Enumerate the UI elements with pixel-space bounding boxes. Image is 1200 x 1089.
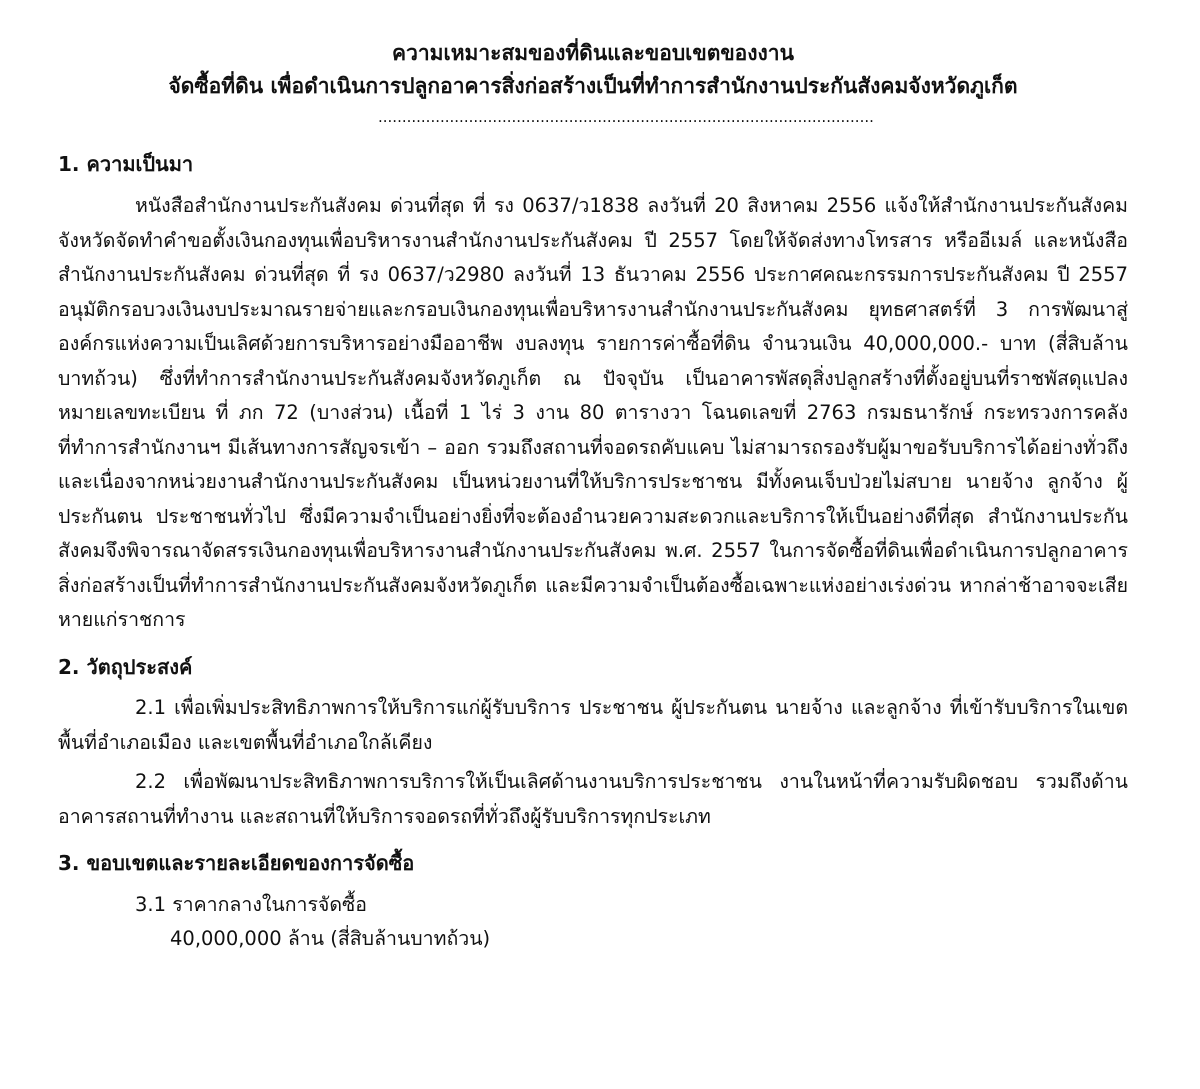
document-title-line-1: ความเหมาะสมของที่ดินและขอบเขตของงาน	[392, 41, 794, 65]
document-title-line-2: จัดซื้อที่ดิน เพื่อดำเนินการปลูกอาคารสิ่งก่อสร้างเป็นที่ทำการสำนักงานประกันสังคมจังหวัดภูเก็ต	[168, 74, 1018, 98]
title-separator: ........................................................................................................	[378, 108, 874, 126]
section-2-heading: 2. วัตถุประสงค์	[58, 654, 193, 679]
section-2-item-1: 2.1 เพื่อเพิ่มประสิทธิภาพการให้บริการแก่ผู้รับบริการ ประชาชน ผู้ประกันตน นายจ้าง และลูกจ้าง ที่เข้ารับบริการในเขตพื้นที่อำเภอเมือง และเขตพื้นที่อำเภอใกล้เคียง	[58, 695, 1128, 754]
section-3-item-1-label: 3.1 ราคากลางในการจัดซื้อ	[135, 892, 367, 916]
section-1-heading: 1. ความเป็นมา	[58, 152, 194, 176]
section-2-item-2: 2.2 เพื่อพัฒนาประสิทธิภาพการบริการให้เป็นเลิศด้านงานบริการประชาชน งานในหน้าที่ความรับผิดชอบ รวมถึงด้านอาคารสถานที่ทำงาน และสถานที่ให้บริการจอดรถที่ทั่วถึงผู้รับบริการทุกประเภท	[58, 769, 1128, 828]
section-3-item-1-value: 40,000,000 ล้าน (สี่สิบล้านบาทถ้วน)	[170, 926, 491, 950]
section-3-heading: 3. ขอบเขตและรายละเอียดของการจัดซื้อ	[58, 850, 415, 875]
section-1-body: หนังสือสำนักงานประกันสังคม ด่วนที่สุด ที่ รง 0637/ว1838 ลงวันที่ 20 สิงหาคม 2556 แจ้งให้สำนักงานประกันสังคมจังหวัดจัดทำคำขอตั้งเงินกองทุนเพื่อบริหารงานสำนักงานประกันสังคม ปี 2557 โดยให้จัดส่งทางโทรสาร หรืออีเมล์ และหนังสือสำนักงานประกันสังคม ด่วนที่สุด ที่ รง 0637/ว2980 ลงวันที่ 13 ธันวาคม 2556 ประกาศคณะกรรมการประกันสังคม ปี 2557 อนุมัติกรอบวงเงินงบประมาณรายจ่ายและกรอบเงินกองทุนเพื่อบริหารงานสำนักงานประกันสังคม ยุทธศาสตร์ที่ 3 การพัฒนาสู่องค์กรแห่งความเป็นเลิศด้วยการบริหารอย่างมืออาชีพ งบลงทุน รายการค่าซื้อที่ดิน จำนวนเงิน 40,000,000.- บาท (สี่สิบล้านบาทถ้วน) ซึ่งที่ทำการสำนักงานประกันสังคมจังหวัดภูเก็ต ณ ปัจจุบัน เป็นอาคารพัสดุสิ่งปลูกสร้างที่ตั้งอยู่บนที่ราชพัสดุแปลงหมายเลขทะเบียน ที่ ภก 72 (บางส่วน) เนื้อที่ 1 ไร่ 3 งาน 80 ตารางวา โฉนดเลขที่ 2763 กรมธนารักษ์ กระทรวงการคลัง ที่ทำการสำนักงานฯ มีเส้นทางการสัญจรเข้า – ออก รวมถึงสถานที่จอดรถคับแคบ ไม่สามารถรองรับผู้มาขอรับบริการได้อย่างทั่วถึง และเนื่องจากหน่วยงานสำนักงานประกันสังคม เป็นหน่วยงานที่ให้บริการประชาชน มีทั้งคนเจ็บป่วยไม่สบาย นายจ้าง ลูกจ้าง ผู้ประกันตน ประชาชนทั่วไป ซึ่งมีความจำเป็นอย่างยิ่งที่จะต้องอำนวยความสะดวกและบริการให้เป็นอย่างดีที่สุด สำนักงานประกันสังคมจึงพิจารณาจัดสรรเงินกองทุนเพื่อบริหารงานสำนักงานประกันสังคม พ.ศ. 2557 ในการจัดซื้อที่ดินเพื่อดำเนินการปลูกอาคารสิ่งก่อสร้างเป็นที่ทำการสำนักงานประกันสังคมจังหวัดภูเก็ต และมีความจำเป็นต้องซื้อเฉพาะแห่งอย่างเร่งด่วน หากล่าช้าอาจจะเสียหายแก่ราชการ	[58, 194, 1128, 631]
